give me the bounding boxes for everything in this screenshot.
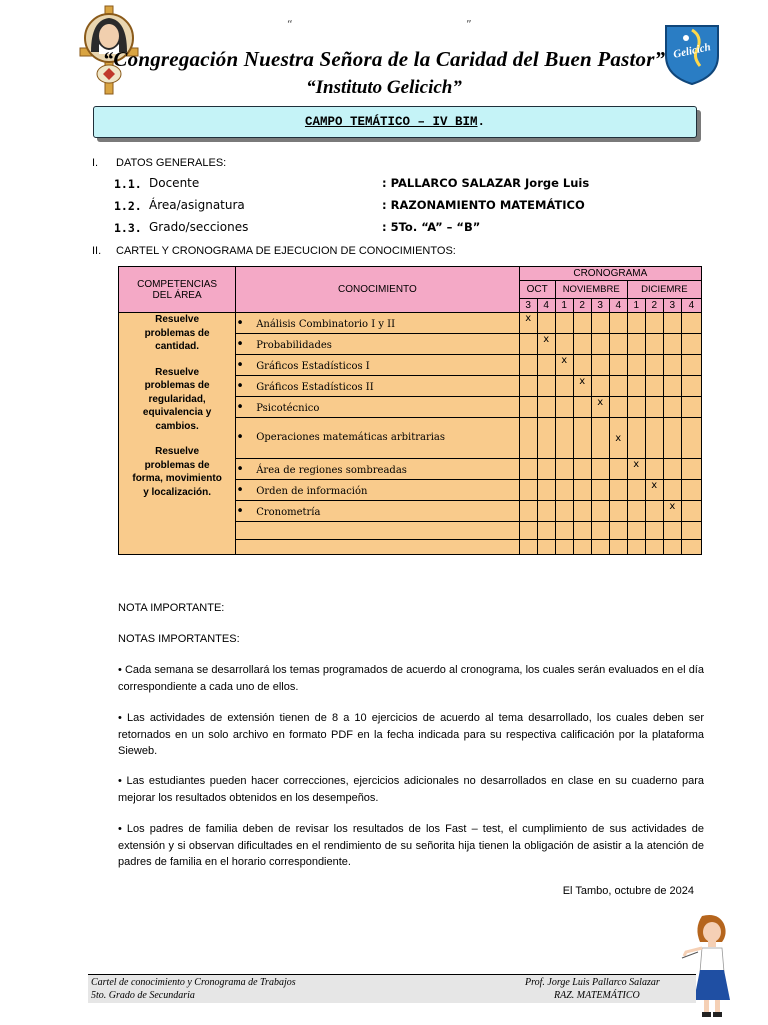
cronograma-table [118, 266, 702, 555]
schedule-cell [645, 522, 663, 540]
schedule-cell [681, 540, 701, 555]
quote-mark-right: ” [466, 18, 472, 31]
week-cell: 2 [645, 299, 663, 313]
footer-left-line2: 5to. Grado de Secundaria [91, 990, 195, 1001]
conocimiento-cell [236, 334, 519, 355]
schedule-cell [519, 334, 537, 355]
schedule-cell [537, 480, 555, 501]
schedule-cell [627, 522, 645, 540]
schedule-cell [609, 334, 627, 355]
schedule-cell [573, 313, 591, 334]
topic-text: Operaciones matemáticas arbitrarias [256, 432, 446, 443]
schedule-cell [627, 418, 645, 459]
conocimiento-cell [236, 522, 519, 540]
schedule-cell [591, 459, 609, 480]
section2-title: CARTEL Y CRONOGRAMA DE EJECUCION DE CONOCIMIENTOS: [116, 245, 456, 257]
schedule-cell [609, 313, 627, 334]
schedule-cell [627, 480, 645, 501]
schedule-mark: x [651, 480, 658, 491]
schedule-cell [591, 355, 609, 376]
nota-importante-heading: NOTA IMPORTANTE: [118, 602, 225, 614]
schedule-cell [591, 540, 609, 555]
schedule-cell [609, 355, 627, 376]
schedule-cell [681, 480, 701, 501]
schedule-cell [519, 522, 537, 540]
schedule-cell [609, 501, 627, 522]
schedule-cell [591, 334, 609, 355]
schedule-cell [519, 540, 537, 555]
week-cell: 3 [591, 299, 609, 313]
month-oct: OCT [519, 281, 555, 299]
shield-text: Gelicich [672, 41, 712, 61]
schedule-cell [537, 313, 555, 334]
schedule-cell [555, 480, 573, 501]
schedule-cell [645, 313, 663, 334]
week-cell: 3 [519, 299, 537, 313]
schedule-cell [591, 522, 609, 540]
conocimiento-cell [236, 355, 519, 376]
schedule-cell [681, 397, 701, 418]
schedule-cell [555, 522, 573, 540]
schedule-cell [645, 540, 663, 555]
header-conocimiento: CONOCIMIENTO [236, 267, 519, 313]
schedule-cell [645, 480, 663, 501]
campo-tematico-banner [93, 106, 697, 138]
conocimiento-cell [236, 313, 519, 334]
schedule-cell [591, 313, 609, 334]
conocimiento-cell [236, 397, 519, 418]
conocimiento-cell [236, 376, 519, 397]
schedule-mark: x [669, 501, 676, 512]
topic-text: Análisis Combinatorio I y II [256, 318, 396, 330]
competencia-item: Resuelve problemas de regularidad, equivalencia y cambios. [142, 366, 212, 432]
schedule-cell [609, 418, 627, 459]
schedule-cell [609, 459, 627, 480]
week-cell: 3 [663, 299, 681, 313]
conocimiento-cell [236, 459, 519, 480]
schedule-cell [663, 501, 681, 522]
schedule-cell [555, 459, 573, 480]
schedule-cell [591, 501, 609, 522]
header-cronograma: CRONOGRAMA [519, 267, 701, 281]
schedule-cell [609, 376, 627, 397]
week-cell: 1 [555, 299, 573, 313]
topic-text: Probabilidades [256, 339, 332, 351]
week-cell: 1 [627, 299, 645, 313]
schedule-mark: x [543, 334, 550, 345]
schedule-cell [663, 540, 681, 555]
data-row-num: 1.3. [114, 221, 142, 235]
schedule-cell [555, 501, 573, 522]
month-noviembre: NOVIEMBRE [555, 281, 627, 299]
campo-dot: . [477, 115, 486, 129]
schedule-cell [537, 418, 555, 459]
schedule-cell [681, 355, 701, 376]
schedule-cell [663, 313, 681, 334]
schedule-cell [537, 459, 555, 480]
bullet-icon: • [236, 378, 244, 394]
notas-importantes-heading: NOTAS IMPORTANTES: [118, 633, 240, 645]
schedule-mark: x [615, 432, 622, 444]
schedule-cell [573, 501, 591, 522]
schedule-cell [537, 540, 555, 555]
schedule-cell [663, 480, 681, 501]
schedule-cell [519, 459, 537, 480]
schedule-mark: x [597, 397, 604, 408]
schedule-cell [663, 397, 681, 418]
data-row-value: : 5To. “A” – “B” [382, 220, 481, 234]
schedule-cell [663, 418, 681, 459]
bullet-icon: • [236, 399, 244, 415]
schedule-mark: x [633, 459, 640, 470]
schedule-cell [519, 355, 537, 376]
note-item: • Las actividades de extensión tienen de 8 a 10 ejercicios de acuerdo al tema desarrollado, los cuales deben ser retornados en un solo archivo en formato PDF en la fecha indicada para su respectiva calificación por la plataforma Sieweb. [118, 712, 704, 757]
topic-text: Gráficos Estadísticos II [256, 381, 374, 393]
schedule-cell [573, 334, 591, 355]
week-cell: 4 [537, 299, 555, 313]
schedule-mark: x [579, 376, 586, 387]
schedule-cell [555, 334, 573, 355]
schedule-cell [537, 501, 555, 522]
data-row-num: 1.2. [114, 199, 142, 213]
note-item: • Cada semana se desarrollará los temas programados de acuerdo al cronograma, los cuales serán evaluados en el día correspondiente a cada uno de ellos. [118, 664, 704, 693]
schedule-cell [645, 418, 663, 459]
schedule-cell [519, 313, 537, 334]
schedule-cell [627, 334, 645, 355]
schedule-cell [663, 459, 681, 480]
schedule-cell [681, 501, 701, 522]
topic-text: Área de regiones sombreadas [256, 464, 407, 476]
conocimiento-cell [236, 418, 519, 459]
schedule-mark: x [525, 313, 532, 324]
week-cell: 2 [573, 299, 591, 313]
schedule-cell [555, 355, 573, 376]
data-row-label: Docente [149, 176, 200, 190]
data-row-value: : RAZONAMIENTO MATEMÁTICO [382, 198, 585, 212]
schedule-cell [645, 334, 663, 355]
schedule-cell [573, 522, 591, 540]
note-item: • Las estudiantes pueden hacer correcciones, ejercicios adicionales no desarrollados en clase en su cuaderno para mejorar los resultados obtenidos en los desempeños. [118, 775, 704, 804]
teacher-cartoon-icon [680, 912, 740, 1020]
schedule-cell [519, 418, 537, 459]
schedule-cell [645, 355, 663, 376]
schedule-cell [663, 334, 681, 355]
schedule-cell [555, 540, 573, 555]
page-footer [88, 974, 696, 1003]
place-date: El Tambo, octubre de 2024 [562, 885, 694, 897]
schedule-cell [519, 376, 537, 397]
schedule-cell [627, 501, 645, 522]
schedule-cell [519, 501, 537, 522]
bullet-icon: • [236, 482, 244, 498]
week-cell: 4 [609, 299, 627, 313]
schedule-cell [627, 540, 645, 555]
schedule-cell [645, 397, 663, 418]
schedule-cell [609, 522, 627, 540]
schedule-cell [627, 355, 645, 376]
data-row-label: Grado/secciones [149, 220, 249, 234]
page-title: “Congregación Nuestra Señora de la Caridad del Buen Pastor” [102, 47, 666, 71]
schedule-cell [519, 480, 537, 501]
note-item: • Los padres de familia deben de revisar los resultados de los Fast – test, el cumplimiento de sus actividades de extensión y si observan dificultades en el rendimiento de su señorita hija tienen la obligación de asistir a la atención de padres de familia en el horario correspondiente. [118, 823, 704, 868]
schedule-cell [573, 418, 591, 459]
competencias-cell [119, 313, 236, 555]
footer-right-line2: RAZ. MATEMÁTICO [554, 990, 640, 1001]
schedule-cell [645, 459, 663, 480]
topic-text: Orden de información [256, 485, 368, 497]
bullet-icon: • [236, 430, 244, 445]
bullet-icon: • [236, 357, 244, 373]
topic-text: Cronometría [256, 506, 321, 518]
section1-title: DATOS GENERALES: [116, 157, 227, 169]
schedule-cell [573, 540, 591, 555]
campo-label: CAMPO TEMÁTICO – IV BIM [304, 115, 478, 129]
schedule-cell [645, 376, 663, 397]
schedule-cell [627, 397, 645, 418]
schedule-cell [627, 313, 645, 334]
schedule-cell [663, 355, 681, 376]
competencia-item: Resuelve problemas de forma, movimiento y localización. [132, 446, 222, 498]
teacher-illustration [680, 912, 740, 1020]
section1-number: I. [92, 157, 99, 169]
schedule-cell [591, 480, 609, 501]
schedule-cell [681, 334, 701, 355]
topic-text: Psicotécnico [256, 402, 320, 414]
month-diciembre: DICIEMRE [627, 281, 701, 299]
bullet-icon: • [236, 461, 244, 477]
schedule-cell [645, 501, 663, 522]
quote-mark-left: “ [287, 18, 293, 31]
conocimiento-cell [236, 501, 519, 522]
schedule-cell [573, 376, 591, 397]
competencia-item: Resuelve problemas de cantidad. [144, 314, 210, 352]
schedule-cell [609, 540, 627, 555]
schedule-cell [537, 334, 555, 355]
schedule-cell [537, 376, 555, 397]
schedule-cell [537, 522, 555, 540]
data-row-num: 1.1. [114, 177, 142, 191]
schedule-cell [681, 522, 701, 540]
schedule-cell [555, 418, 573, 459]
schedule-mark: x [561, 355, 568, 366]
schedule-cell [573, 480, 591, 501]
schedule-cell [519, 397, 537, 418]
schedule-cell [681, 459, 701, 480]
schedule-cell [537, 397, 555, 418]
topic-text: Gráficos Estadísticos I [256, 360, 370, 372]
table-row [119, 313, 702, 334]
schedule-cell [681, 376, 701, 397]
schedule-cell [555, 313, 573, 334]
schedule-cell [681, 418, 701, 459]
schedule-cell [555, 397, 573, 418]
section2-number: II. [92, 245, 102, 257]
schedule-cell [573, 459, 591, 480]
page-subtitle: “Instituto Gelicich” [306, 77, 462, 98]
schedule-cell [573, 355, 591, 376]
week-cell: 4 [681, 299, 701, 313]
conocimiento-cell [236, 480, 519, 501]
schedule-cell [573, 397, 591, 418]
schedule-cell [537, 355, 555, 376]
schedule-cell [591, 376, 609, 397]
conocimiento-cell [236, 540, 519, 555]
header-competencias: COMPETENCIAS DEL ÁREA [119, 267, 236, 313]
data-row-label: Área/asignatura [149, 198, 245, 212]
schedule-cell [663, 376, 681, 397]
schedule-cell [681, 313, 701, 334]
schedule-cell [555, 376, 573, 397]
schedule-cell [627, 376, 645, 397]
schedule-cell [609, 397, 627, 418]
bullet-icon: • [236, 336, 244, 352]
schedule-cell [609, 480, 627, 501]
data-row-value: : PALLARCO SALAZAR Jorge Luis [382, 176, 590, 190]
bullet-icon: • [236, 315, 244, 331]
schedule-cell [627, 459, 645, 480]
schedule-cell [591, 418, 609, 459]
footer-left-line1: Cartel de conocimiento y Cronograma de Trabajos [91, 977, 296, 988]
bullet-icon: • [236, 503, 244, 519]
schedule-cell [663, 522, 681, 540]
footer-right-line1: Prof. Jorge Luis Pallarco Salazar [525, 977, 660, 988]
schedule-cell [591, 397, 609, 418]
